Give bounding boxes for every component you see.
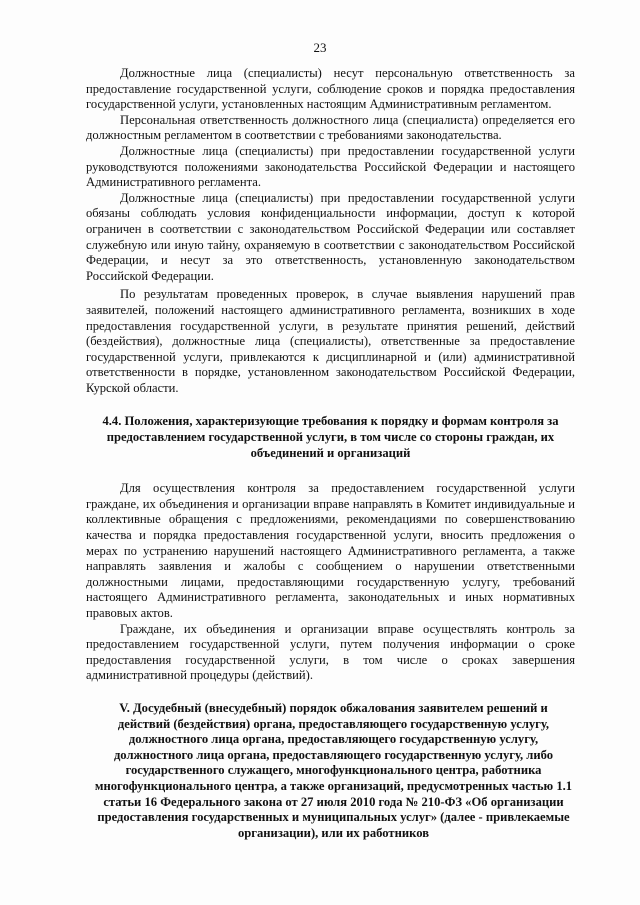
page-content xyxy=(86,66,575,841)
paragraph-citizens-control: Для осуществления контроля за предоставлением государственной услуги граждане, их объединения и организации вправе направлять в Комитет индивидуальные и коллективные обращения с предложениями, рекомендациями по совершенствованию качества и порядка предоставления государственной услуги, вносить предложения о мерах по устранению нарушений настоящего Административного регламента, а также направлять заявления и жалобы с сообщением о нарушении ответственными должностными лицами, предоставляющими государственную услугу, требований настоящего Административного регламента, законодательных и иных нормативных правовых актов. xyxy=(86,481,575,620)
paragraph-personal-responsibility: Должностные лица (специалисты) несут персональную ответственность за предоставление государственной услуги, соблюдение сроков и порядка предоставления государственной услуги, установленных настоящим Административным регламентом. xyxy=(86,66,575,112)
paragraph-confidentiality: Должностные лица (специалисты) при предоставлении государственной услуги обязаны соблюдать условия конфиденциальности информации, доступ к которой ограничен в соответствии с законодательством Российской Федерации или составляет служебную или иную тайну, охраняемую в соответствии с законодательством Российской Федерации, и несут за это ответственность, установленную законодательством Российской Федерации. xyxy=(86,190,575,283)
section-4-4-heading: 4.4. Положения, характеризующие требования к порядку и формам контроля за предоставлением государственной услуги, в том числе со стороны граждан, их объединений и организаций xyxy=(102,414,559,460)
paragraph-citizens-information: Граждане, их объединения и организации вправе осуществлять контроль за предоставлением государственной услуги, путем получения информации о сроке предоставления государственной услуги, в том числе о сроках завершения административной процедуры (действий). xyxy=(86,621,575,683)
paragraph-official-regulation: Персональная ответственность должностного лица (специалиста) определяется его должностным регламентом в соответствии с требованиями законодательства. xyxy=(86,112,575,143)
paragraph-legislation-guidance: Должностные лица (специалисты) при предоставлении государственной услуги руководствуются положениями законодательства Российской Федерации и настоящего Административного регламента. xyxy=(86,143,575,190)
paragraph-inspection-results: По результатам проведенных проверок, в случае выявления нарушений прав заявителей, положений настоящего административного регламента, возникших в ходе предоставления государственной услуги, в результате принятия решений, действий (бездействия), должностные лица (специалисты), ответственные за предоставление государственной услуги, привлекаются к дисциплинарной и (или) административной ответственности в порядке, установленном законодательством Российской Федерации, Курской области. xyxy=(86,287,575,395)
section-v-heading: V. Досудебный (внесудебный) порядок обжалования заявителем решений и действий (бездействия) органа, предоставляющего государственную услугу, должностного лица органа, предоставляющего государственную услугу, должностного лица органа, предоставляющего государственную услугу, либо государственного служащего, многофункционального центра, работника многофункционального центра, а также организаций, предусмотренных частью 1.1 статьи 16 Федерального закона от 27 июля 2010 года № 210-ФЗ «Об организации предоставления государственных и муниципальных услуг» (далее - привлекаемые организации), или их работников xyxy=(94,700,573,840)
page-number: 23 xyxy=(313,40,327,55)
